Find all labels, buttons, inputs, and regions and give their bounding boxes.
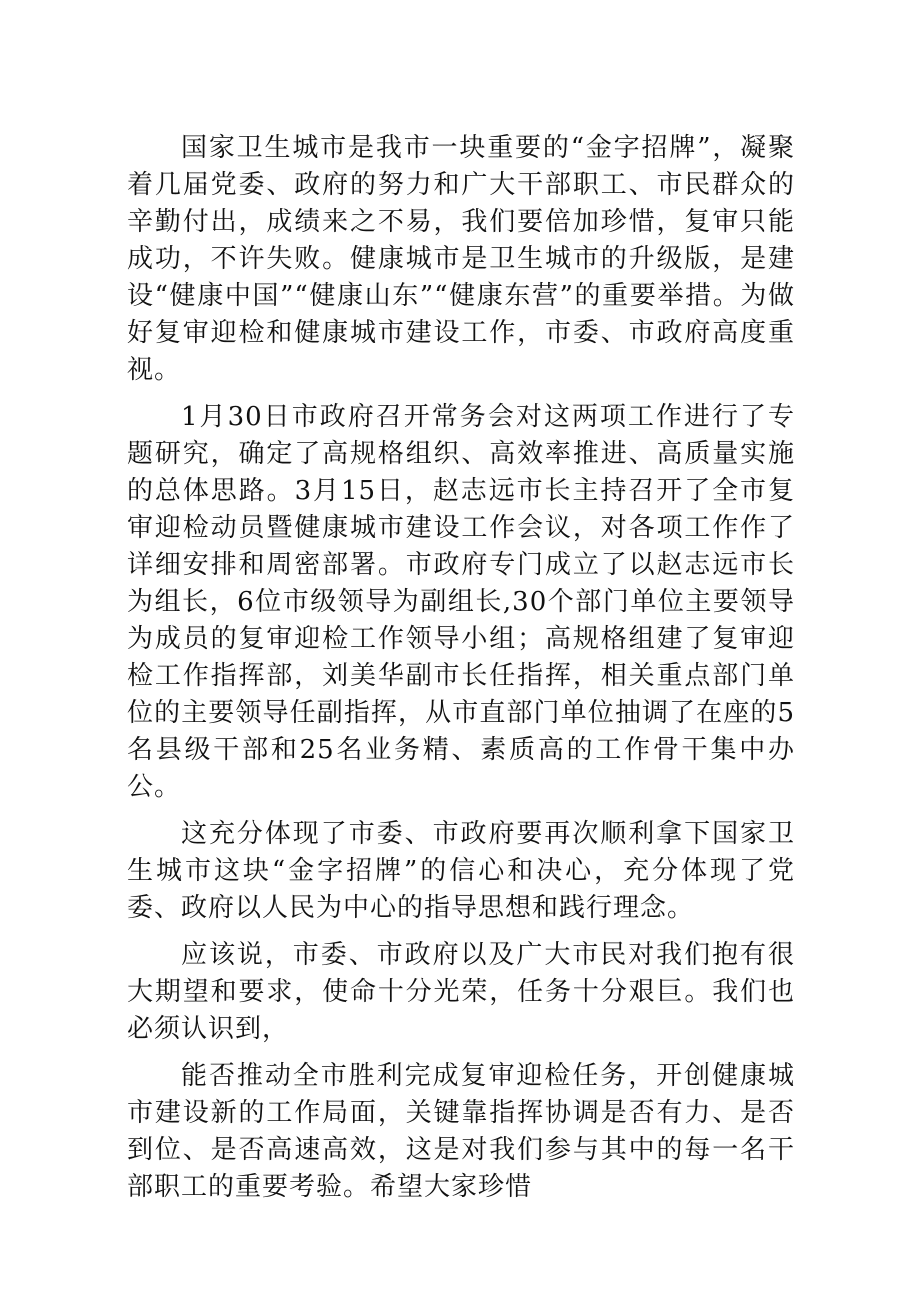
paragraph-5: 能否推动全市胜利完成复审迎检任务，开创健康城市建设新的工作局面，关键靠指挥协调是否有力、是否到位、是否高速高效，这是对我们参与其中的每一名干部职工的重要考验。希望大家珍惜: [127, 1061, 795, 1202]
paragraph-3: 这充分体现了市委、市政府要再次顺利拿下国家卫生城市这块“金字招牌”的信心和决心，充分体现了党委、政府以人民为中心的指导思想和践行理念。: [127, 819, 795, 923]
paragraph-1: 国家卫生城市是我市一块重要的“金字招牌”，凝聚着几届党委、政府的努力和广大干部职工、市民群众的辛勤付出，成绩来之不易，我们要倍加珍惜，复审只能成功，不许失败。健康城市是卫生城市的升级版，是建设“健康中国”“健康山东”“健康东营”的重要举措。为做好复审迎检和健康城市建设工作，市委、市政府高度重视。: [127, 133, 795, 385]
document-body: [127, 130, 795, 1216]
paragraph-2: 1月30日市政府召开常务会对这两项工作进行了专题研究，确定了高规格组织、高效率推进、高质量实施的总体思路。3月15日，赵志远市长主持召开了全市复审迎检动员暨健康城市建设工作会议，对各项工作作了详细安排和周密部署。市政府专门成立了以赵志远市长为组长，6位市级领导为副组长,30个部门单位主要领导为成员的复审迎检工作领导小组；高规格组建了复审迎检工作指挥部，刘美华副市长任指挥，相关重点部门单位的主要领导任副指挥，从市直部门单位抽调了在座的5名县级干部和25名业务精、素质高的工作骨干集中办公。: [127, 402, 795, 802]
paragraph-4: 应该说，市委、市政府以及广大市民对我们抱有很大期望和要求，使命十分光荣，任务十分艰巨。我们也必须认识到，: [127, 940, 795, 1044]
